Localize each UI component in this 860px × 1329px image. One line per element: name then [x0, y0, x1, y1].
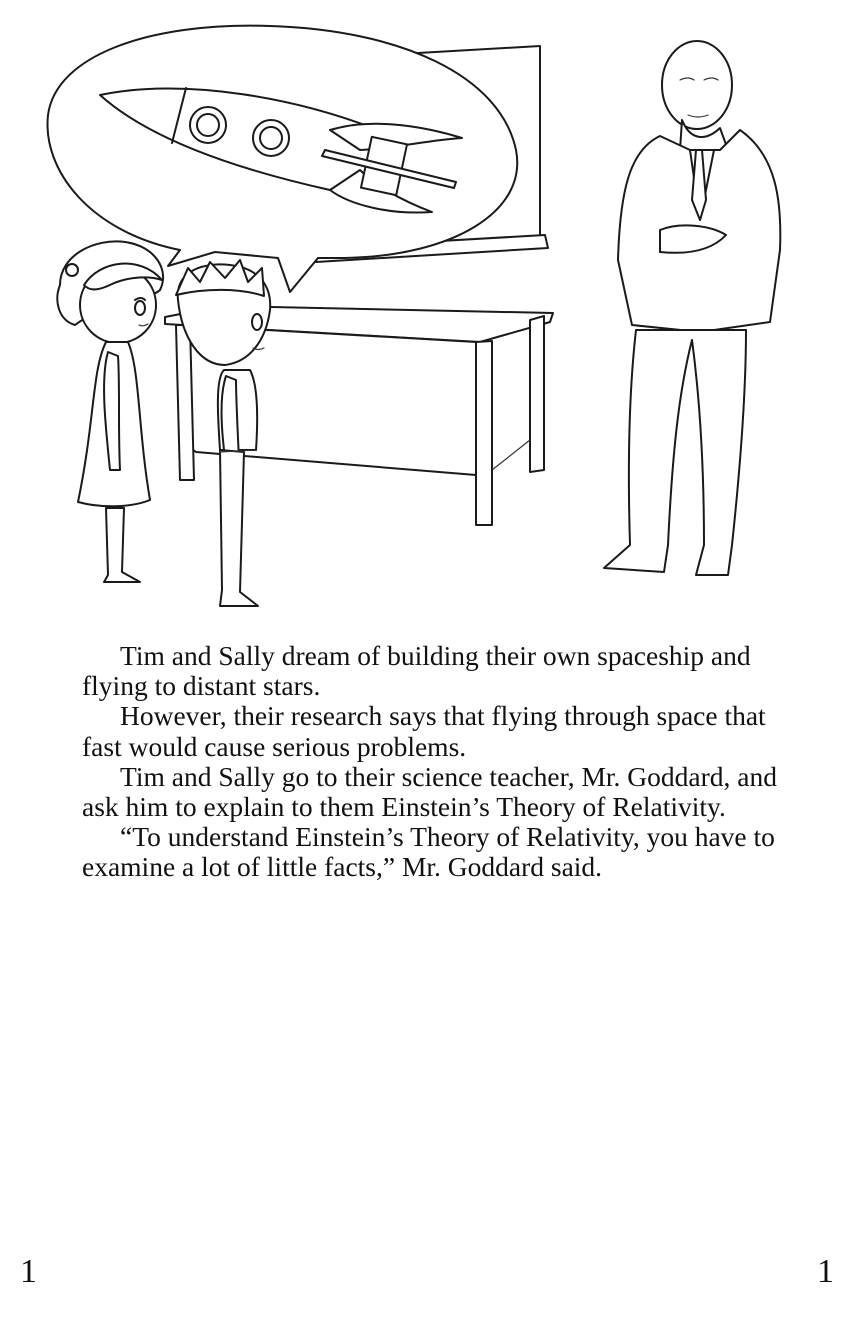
page-number-right: 1: [817, 1253, 834, 1290]
story-paragraph: Tim and Sally go to their science teacher, Mr. Goddard, and ask him to explain to them Einstein’s Theory of Relativity.: [82, 760, 777, 823]
mr-goddard-character: [604, 41, 780, 575]
story-text: [82, 641, 812, 883]
story-paragraph: However, their research says that flying through space that fast would cause serious problems.: [82, 700, 766, 762]
story-paragraph: “To understand Einstein’s Theory of Relativity, you have to examine a lot of little facts,” Mr. Goddard said.: [82, 821, 775, 883]
story-paragraph: Tim and Sally dream of building their own spaceship and flying to distant stars.: [82, 640, 751, 702]
sally-character: [57, 241, 163, 582]
classroom-illustration: [0, 0, 860, 625]
page-number-left: 1: [20, 1253, 37, 1290]
